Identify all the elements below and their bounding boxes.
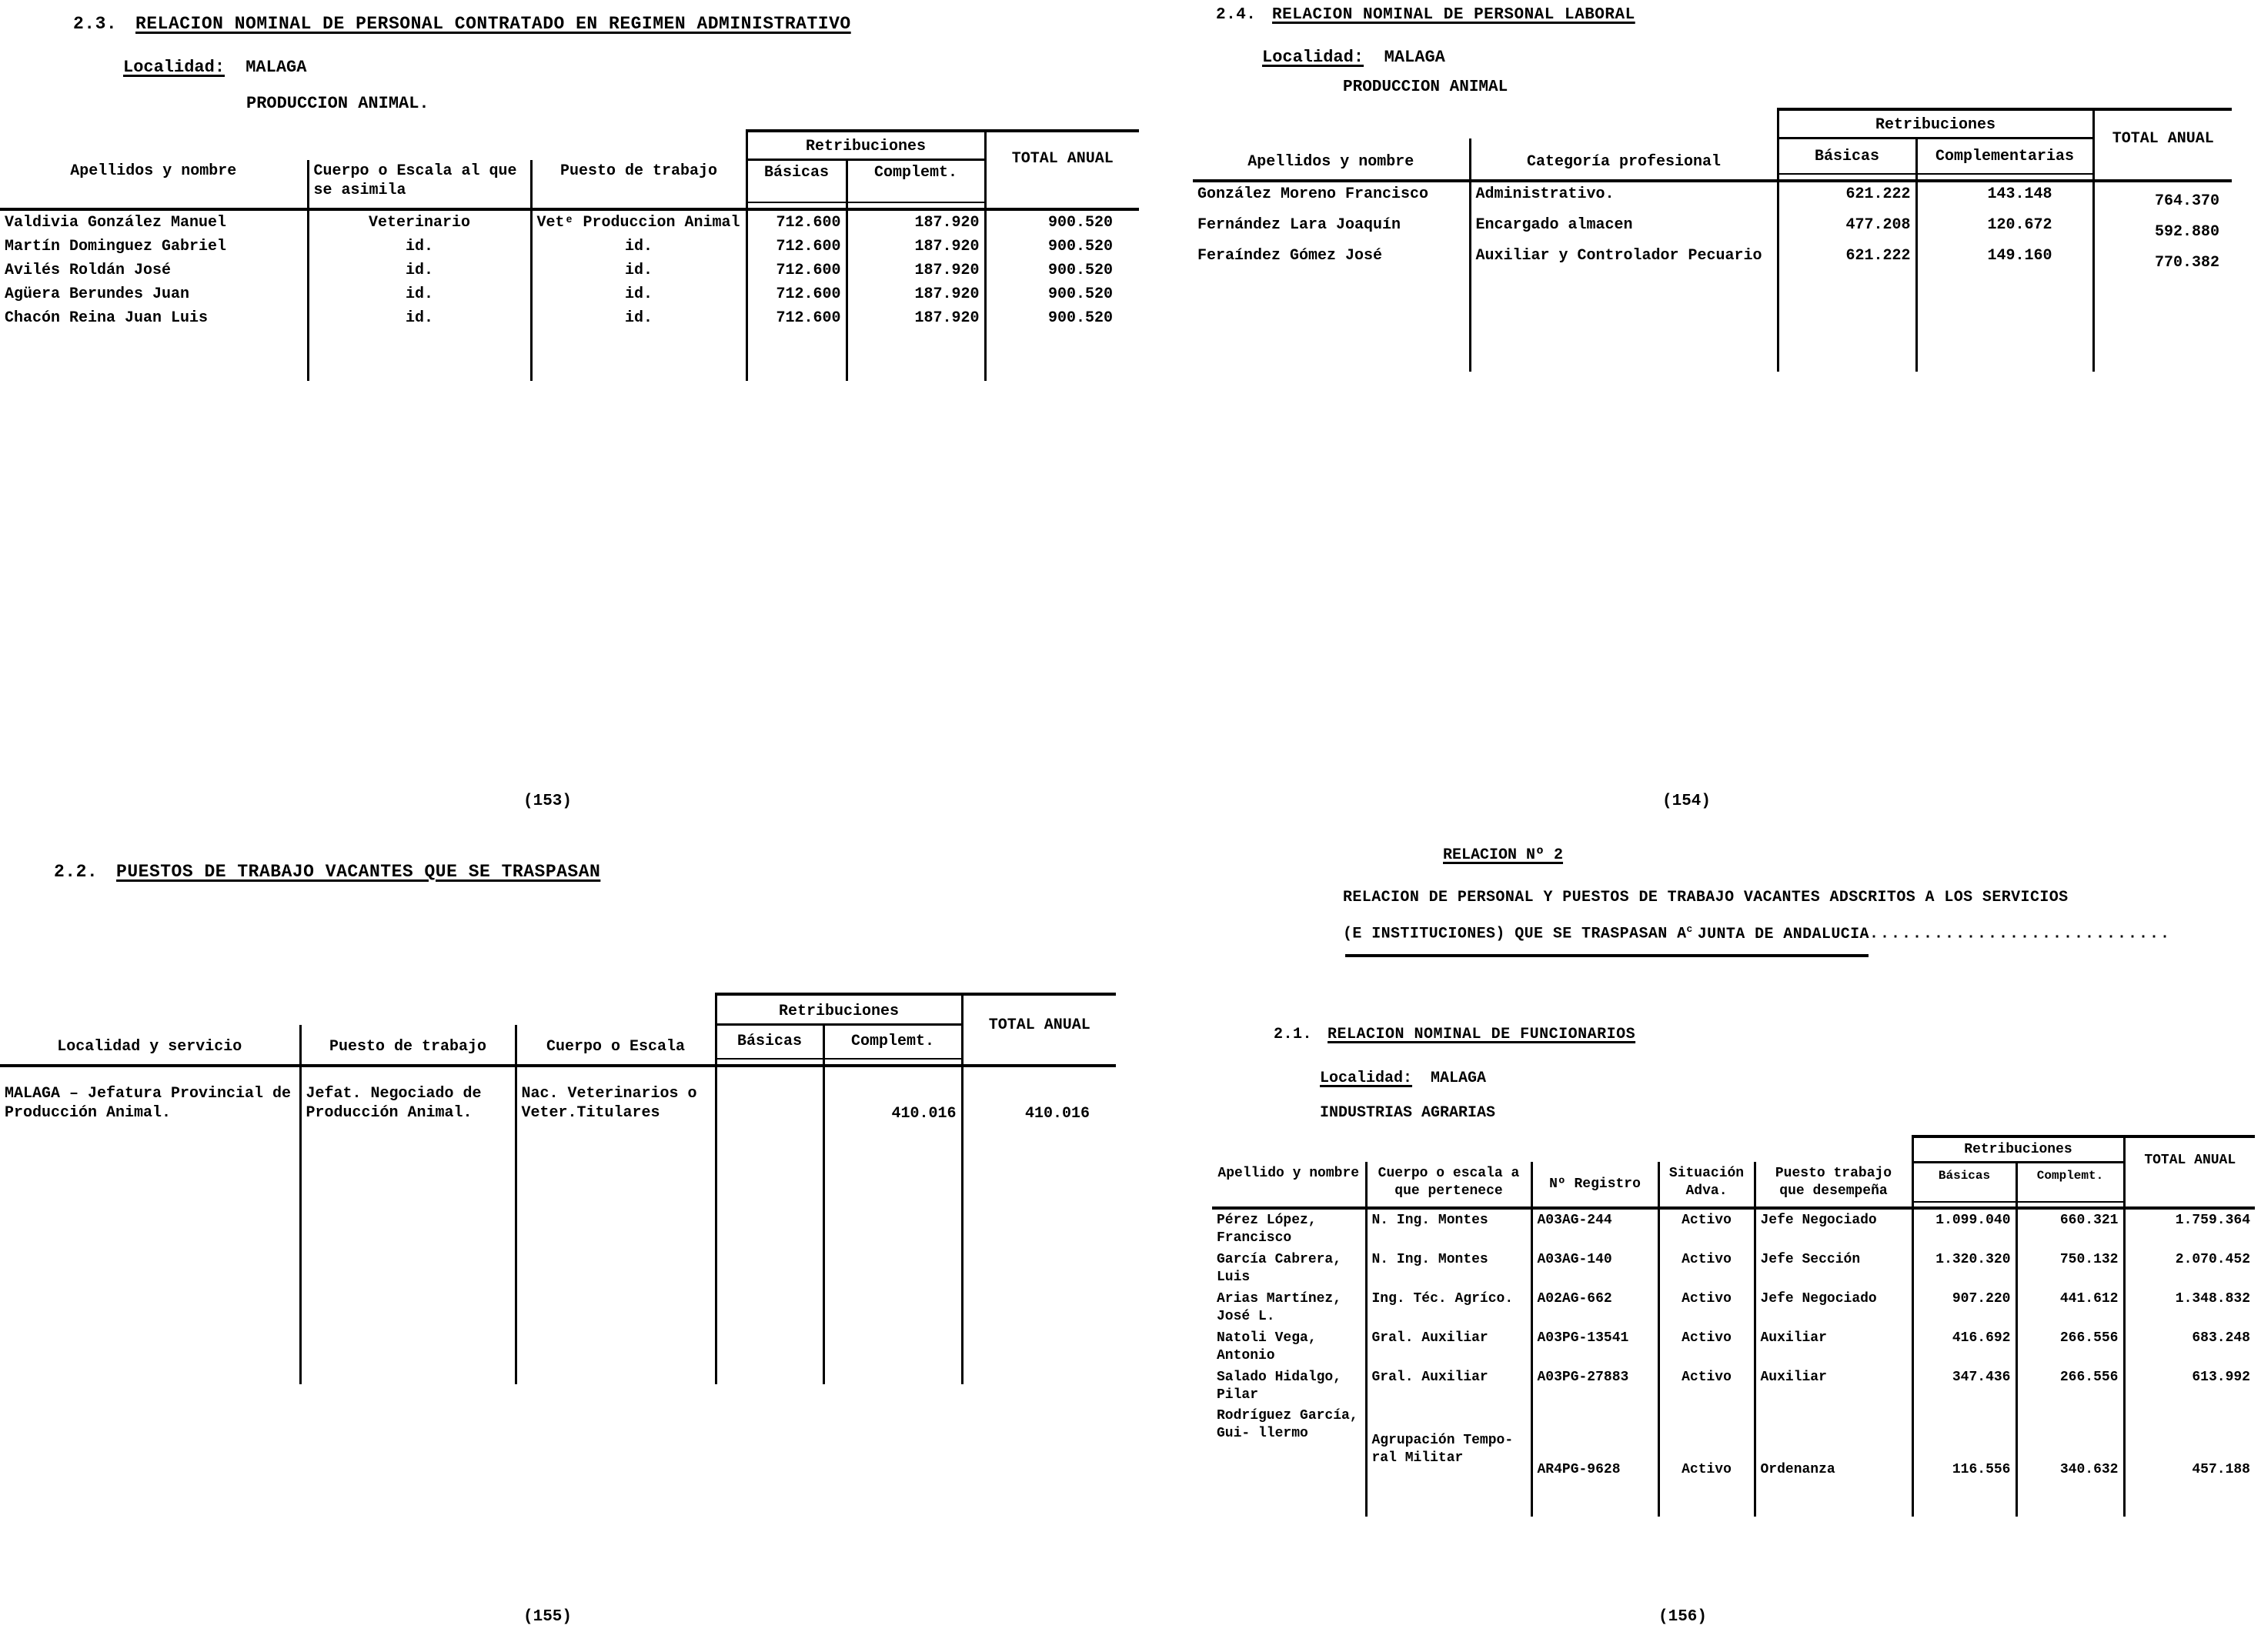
section-2-2-title: PUESTOS DE TRABAJO VACANTES QUE SE TRASPASAN: [116, 862, 601, 882]
section-2-1-heading: [1274, 1026, 1635, 1043]
header-registro: Nº Registro: [1531, 1162, 1658, 1202]
locality-value-tl: MALAGA: [245, 58, 307, 77]
cell-complem: 266.556: [2016, 1327, 2124, 1367]
relation-text-line-2-label: (E INSTITUCIONES) QUE SE TRASPASAN A: [1343, 925, 1687, 943]
table-row: [0, 282, 1139, 306]
cell-basicas: 621.222: [1778, 244, 1916, 275]
cell-cuerpo: id.: [308, 306, 531, 330]
relation-text-line-1: RELACION DE PERSONAL Y PUESTOS DE TRABAJO VACANTES ADSCRITOS A LOS SERVICIOS: [1343, 889, 2069, 906]
cell-puesto: id.: [531, 282, 746, 306]
cell-total: 457.188: [2124, 1406, 2255, 1481]
cell-nombre: Agüera Berundes Juan: [5, 285, 190, 303]
cell-categoria: Administrativo.: [1470, 181, 1778, 213]
header-total-anual-tr: TOTAL ANUAL: [2093, 109, 2232, 174]
section-2-1-title: RELACION NOMINAL DE FUNCIONARIOS: [1328, 1026, 1636, 1043]
unit-name-tr: PRODUCCION ANIMAL: [1343, 78, 1508, 96]
cell-cuerpo: N. Ing. Montes: [1366, 1249, 1531, 1288]
page-number-tr: (154): [1662, 793, 1712, 810]
cell-nombre: Valdivia González Manuel: [5, 213, 227, 232]
table-row: [1212, 1249, 2255, 1288]
table-row: [0, 235, 1139, 259]
cell-cuerpo: id.: [308, 235, 531, 259]
section-2-2-number: 2.2.: [54, 862, 99, 882]
section-2-2-heading: [54, 862, 600, 882]
locality-label-tl: Localidad:: [123, 58, 225, 77]
relation-number-heading: RELACION Nº 2: [1443, 846, 1564, 864]
quadrant-bottom-left: [0, 839, 1147, 1652]
section-2-4-title: RELACION NOMINAL DE PERSONAL LABORAL: [1272, 6, 1635, 24]
header-puesto-tl: Puesto de trabajo: [531, 160, 746, 202]
cell-cuerpo: Ing. Téc. Agríco.: [1366, 1288, 1531, 1327]
cell-puesto: Auxiliar: [1755, 1327, 1912, 1367]
cell-nombre: García Cabrera, Luis: [1217, 1252, 1342, 1285]
cell-total: 900.520: [985, 235, 1139, 259]
cell-puesto: Jefe Sección: [1755, 1249, 1912, 1288]
table-row: [1193, 213, 2232, 244]
table-header-group-row: [0, 131, 1139, 160]
cell-categoria: Auxiliar y Controlador Pecuario: [1470, 244, 1778, 275]
header-cuerpo-escala: Cuerpo o escala a que pertenece: [1366, 1162, 1531, 1202]
locality-line-br: [1320, 1070, 1486, 1087]
relation-text-dots: ............................: [1869, 925, 2171, 943]
table-row: [1193, 244, 2232, 275]
header-basicas-br: Básicas: [1912, 1162, 2016, 1202]
table-row: [1212, 1406, 2255, 1481]
header-apellido-nombre: Apellido y nombre: [1217, 1166, 1360, 1181]
header-puesto-bl: Puesto de trabajo: [300, 1025, 516, 1059]
relation-underline: [1345, 954, 1869, 957]
header-nombre-tl: Apellidos y nombre: [70, 162, 237, 180]
page-number-tl: (153): [523, 793, 573, 810]
locality-line-tl: [123, 58, 306, 77]
header-nombre-tr: Apellidos y nombre: [1247, 152, 1414, 171]
header-localidad-servicio: Localidad y servicio: [57, 1037, 242, 1056]
section-2-1-number: 2.1.: [1274, 1026, 1313, 1043]
cell-nombre: Arias Martínez, José L.: [1217, 1291, 1342, 1324]
relation-text-entity: JUNTA DE ANDALUCIA: [1697, 925, 1869, 943]
header-total-anual-br: TOTAL ANUAL: [2124, 1136, 2255, 1202]
cell-total: 900.520: [985, 259, 1139, 282]
header-complem-bl: Complemt.: [823, 1025, 962, 1059]
cell-basicas: 712.600: [746, 259, 847, 282]
table-header-group-row-bl: [0, 994, 1116, 1025]
cell-cuerpo: Gral. Auxiliar: [1366, 1327, 1531, 1367]
page-number-br: (156): [1658, 1608, 1708, 1626]
cell-complem: 410.016: [823, 1066, 962, 1126]
header-retribuciones-tr: Retribuciones: [1778, 109, 2093, 139]
cell-puesto: id.: [531, 235, 746, 259]
cell-localidad-servicio: MALAGA – Jefatura Provincial de Producción Animal.: [5, 1084, 292, 1122]
cell-puesto: Jefe Negociado: [1755, 1288, 1912, 1327]
locality-label-tr: Localidad:: [1262, 48, 1364, 67]
cell-situacion: Activo: [1658, 1327, 1755, 1367]
cell-basicas: 116.556: [1912, 1406, 2016, 1481]
unit-name-tl: PRODUCCION ANIMAL.: [246, 94, 429, 113]
cell-complem: 187.920: [847, 235, 985, 259]
cell-categoria: Encargado almacen: [1470, 213, 1778, 244]
table-tail-rules-br: [1212, 1481, 2255, 1517]
table-header-row-br: [1212, 1162, 2255, 1202]
cell-cuerpo: Gral. Auxiliar: [1366, 1367, 1531, 1406]
cell-total: 900.520: [985, 209, 1139, 235]
cell-puesto: Jefat. Negociado de Producción Animal.: [300, 1066, 516, 1126]
header-complementarias-tr: Complementarias: [1916, 139, 2093, 174]
cell-cuerpo: id.: [308, 282, 531, 306]
table-row: [1193, 181, 2232, 213]
cell-cuerpo: id.: [308, 259, 531, 282]
header-complem-tl: Complemt.: [847, 160, 985, 202]
locality-value-br: MALAGA: [1431, 1070, 1487, 1087]
locality-value-tr: MALAGA: [1384, 48, 1445, 67]
cell-total: 770.382: [2093, 244, 2232, 275]
cell-basicas: 907.220: [1912, 1288, 2016, 1327]
cell-nombre: Chacón Reina Juan Luis: [5, 309, 209, 327]
locality-line-tr: [1262, 48, 1445, 67]
table-header-row-bl: [0, 1025, 1116, 1059]
cell-cuerpo: Agrupación Tempo- ral Militar: [1366, 1406, 1531, 1481]
section-2-4-number: 2.4.: [1216, 6, 1257, 24]
cell-total: 683.248: [2124, 1327, 2255, 1367]
cell-total: 2.070.452: [2124, 1249, 2255, 1288]
header-categoria-tr: Categoría profesional: [1470, 139, 1778, 174]
cell-complem: 441.612: [2016, 1288, 2124, 1327]
cell-puesto: id.: [531, 259, 746, 282]
cell-basicas: 712.600: [746, 282, 847, 306]
quadrant-top-left: [0, 0, 1147, 839]
header-retribuciones-br: Retribuciones: [1912, 1136, 2124, 1162]
cell-registro: A03PG-27883: [1531, 1367, 1658, 1406]
table-row: [0, 306, 1139, 330]
table-personal-contratado: [0, 129, 1139, 381]
table-row: [0, 259, 1139, 282]
cell-nombre: Feraíndez Gómez José: [1197, 246, 1383, 265]
table-header-row-tr: [1193, 139, 2232, 174]
cell-complem: 187.920: [847, 209, 985, 235]
cell-complem: 187.920: [847, 259, 985, 282]
header-cuerpo-bl: Cuerpo o Escala: [516, 1025, 716, 1059]
cell-basicas: 347.436: [1912, 1367, 2016, 1406]
cell-nombre: González Moreno Francisco: [1197, 185, 1429, 203]
cell-nombre: Pérez López, Francisco: [1217, 1213, 1317, 1246]
header-total-anual-tl: TOTAL ANUAL: [985, 131, 1139, 202]
table-header-rule-tl: [0, 202, 1139, 209]
table-tail-rules-bl: [0, 1126, 1116, 1384]
table-row: [1212, 1367, 2255, 1406]
cell-total: 410.016: [962, 1066, 1116, 1126]
table-row: [0, 1066, 1116, 1126]
locality-label-br: Localidad:: [1320, 1070, 1413, 1087]
cell-situacion: Activo: [1658, 1208, 1755, 1249]
header-retribuciones-bl: Retribuciones: [716, 994, 962, 1025]
cell-nombre: Martín Dominguez Gabriel: [5, 237, 227, 255]
table-header-rule-br: [1212, 1202, 2255, 1208]
header-complem-br: Complemt.: [2016, 1162, 2124, 1202]
table-row: [0, 209, 1139, 235]
cell-situacion: Activo: [1658, 1249, 1755, 1288]
table-tail-rules-tl: [0, 330, 1139, 381]
section-2-3-heading: [73, 14, 851, 34]
cell-complem: 187.920: [847, 306, 985, 330]
cell-basicas: 416.692: [1912, 1327, 2016, 1367]
section-2-3-number: 2.3.: [73, 14, 118, 34]
page-number-bl: (155): [523, 1608, 573, 1626]
cell-nombre: Rodríguez García, Gui- llermo: [1217, 1408, 1358, 1441]
cell-total: 764.370: [2093, 181, 2232, 213]
table-row: [1212, 1327, 2255, 1367]
header-puesto-desempena: Puesto trabajo que desempeña: [1755, 1162, 1912, 1202]
cell-complem: 750.132: [2016, 1249, 2124, 1288]
quadrant-bottom-right: [1147, 839, 2261, 1652]
quadrant-top-right: [1147, 0, 2261, 839]
header-basicas-bl: Básicas: [716, 1025, 823, 1059]
cell-situacion: Activo: [1658, 1288, 1755, 1327]
cell-registro: A02AG-662: [1531, 1288, 1658, 1327]
table-puestos-vacantes: [0, 993, 1116, 1384]
relation-text-superscript: c: [1686, 923, 1693, 935]
cell-registro: A03AG-140: [1531, 1249, 1658, 1288]
cell-cuerpo: Nac. Veterinarios o Veter.Titulares: [516, 1066, 716, 1126]
table-tail-rules-tr: [1193, 275, 2232, 372]
table-row: [1212, 1288, 2255, 1327]
table-header-group-row-br: [1212, 1136, 2255, 1162]
cell-complementarias: 143.148: [1916, 181, 2093, 213]
cell-total: 613.992: [2124, 1367, 2255, 1406]
cell-basicas: 712.600: [746, 235, 847, 259]
cell-total: 1.348.832: [2124, 1288, 2255, 1327]
cell-situacion: Activo: [1658, 1406, 1755, 1481]
header-total-anual-bl: TOTAL ANUAL: [962, 994, 1116, 1059]
cell-puesto: id.: [531, 306, 746, 330]
cell-complem: 660.321: [2016, 1208, 2124, 1249]
cell-registro: A03AG-244: [1531, 1208, 1658, 1249]
cell-complem: 340.632: [2016, 1406, 2124, 1481]
cell-basicas: 1.099.040: [1912, 1208, 2016, 1249]
cell-basicas: 1.320.320: [1912, 1249, 2016, 1288]
cell-cuerpo: N. Ing. Montes: [1366, 1208, 1531, 1249]
cell-puesto: Ordenanza: [1755, 1406, 1912, 1481]
cell-registro: A03PG-13541: [1531, 1327, 1658, 1367]
table-personal-laboral: [1193, 108, 2232, 372]
cell-basicas: 712.600: [746, 209, 847, 235]
cell-basicas: 712.600: [746, 306, 847, 330]
cell-total: 900.520: [985, 306, 1139, 330]
cell-complementarias: 149.160: [1916, 244, 2093, 275]
table-header-row-tl: [0, 160, 1139, 202]
header-basicas-tl: Básicas: [746, 160, 847, 202]
unit-name-br: INDUSTRIAS AGRARIAS: [1320, 1104, 1496, 1122]
cell-puesto: Jefe Negociado: [1755, 1208, 1912, 1249]
cell-nombre: Natoli Vega, Antonio: [1217, 1330, 1317, 1363]
cell-cuerpo: Veterinario: [308, 209, 531, 235]
table-row: [1212, 1208, 2255, 1249]
header-retribuciones-tl: Retribuciones: [746, 131, 985, 160]
table-header-rule-bl: [0, 1059, 1116, 1066]
cell-nombre: Avilés Roldán José: [5, 261, 172, 279]
cell-situacion: Activo: [1658, 1367, 1755, 1406]
cell-total: 592.880: [2093, 213, 2232, 244]
cell-registro: AR4PG-9628: [1531, 1406, 1658, 1481]
cell-total: 900.520: [985, 282, 1139, 306]
cell-complem: 187.920: [847, 282, 985, 306]
cell-total: 1.759.364: [2124, 1208, 2255, 1249]
cell-nombre: Salado Hidalgo, Pilar: [1217, 1370, 1342, 1403]
cell-basicas: 477.208: [1778, 213, 1916, 244]
cell-puesto: Auxiliar: [1755, 1367, 1912, 1406]
section-2-3-title: RELACION NOMINAL DE PERSONAL CONTRATADO EN REGIMEN ADMINISTRATIVO: [135, 14, 851, 34]
cell-complem: 266.556: [2016, 1367, 2124, 1406]
cell-basicas: 621.222: [1778, 181, 1916, 213]
cell-complementarias: 120.672: [1916, 213, 2093, 244]
table-header-rule-tr: [1193, 174, 2232, 181]
section-2-4-heading: [1216, 6, 1635, 24]
table-funcionarios: [1212, 1135, 2255, 1517]
header-basicas-tr: Básicas: [1778, 139, 1916, 174]
cell-nombre: Fernández Lara Joaquín: [1197, 215, 1401, 234]
header-situacion: Situación Adva.: [1658, 1162, 1755, 1202]
cell-puesto: Vetᵉ Produccion Animal: [531, 209, 746, 235]
relation-text-line-2: [1343, 923, 2171, 943]
table-header-group-row-tr: [1193, 109, 2232, 139]
header-cuerpo-tl: Cuerpo o Escala al que se asimila: [308, 160, 531, 202]
cell-basicas: [716, 1066, 823, 1126]
